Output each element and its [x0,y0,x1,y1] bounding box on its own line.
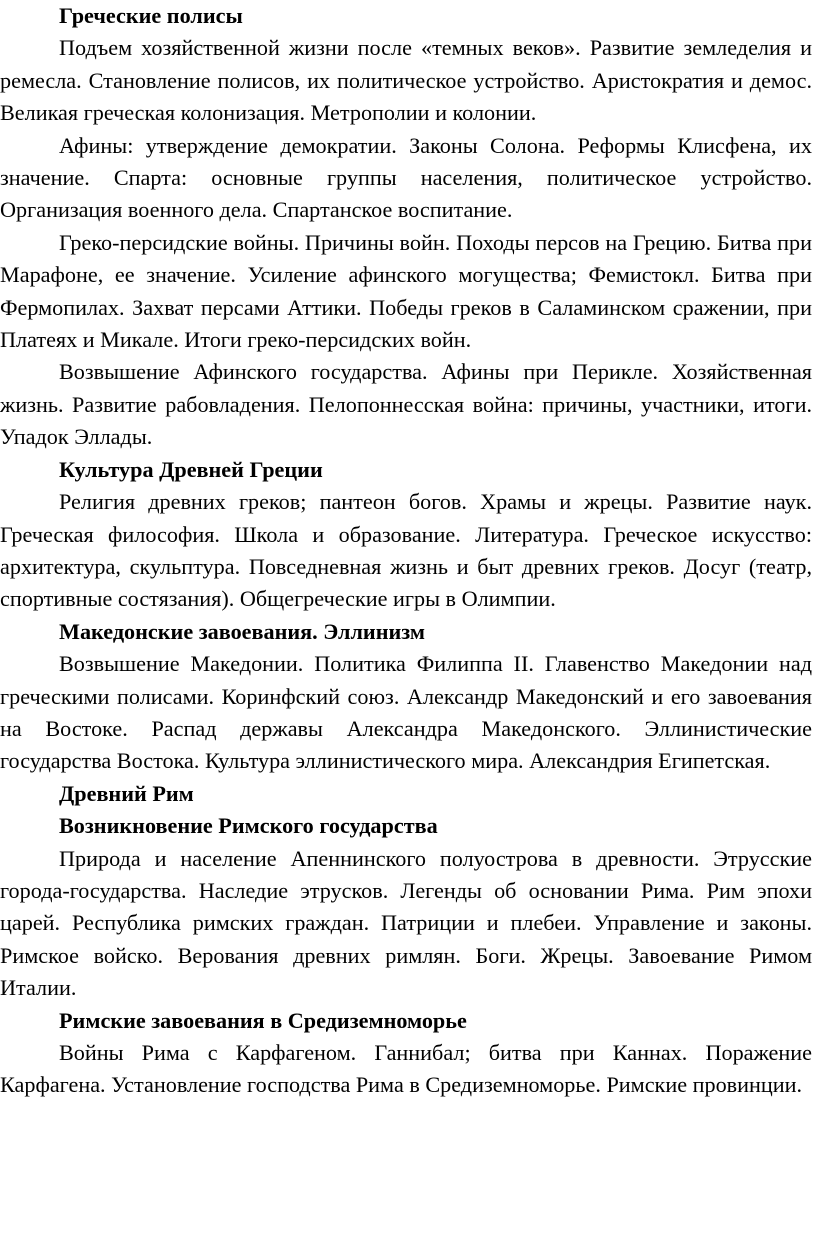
section-heading: Культура Древней Греции [59,456,323,482]
section-heading: Греческие полисы [59,3,243,28]
paragraph: Подъем хозяйственной жизни после «темных веков». Развитие земледелия и ремесла. Становление полисов, их политическое устройство. Аристократия и демос. Великая греческая колонизация. Метрополии и колонии. [0,35,812,126]
section-macedonian-conquests [0,616,812,778]
section-heading: Древний Рим [59,780,194,806]
paragraph: Возвышение Афинского государства. Афины при Перикле. Хозяйственная жизнь. Развитие рабовладения. Пелопоннесская война: причины, участники, итоги. Упадок Эллады. [0,359,812,450]
section-heading: Римские завоевания в Средиземноморье [59,1007,467,1033]
section-heading: Македонские завоевания. Эллинизм [59,618,425,644]
paragraph: Природа и население Апеннинского полуострова в древности. Этрусские города-государства. Наследие этрусков. Легенды об основании Рима. Рим эпохи царей. Республика римских граждан. Патриции и плебеи. Управление и законы. Римское войско. Верования древних римлян. Боги. Жрецы. Завоевание Римом Италии. [0,845,812,1001]
section-heading: Возникновение Римского государства [59,813,438,839]
paragraph: Войны Рима с Карфагеном. Ганнибал; битва при Каннах. Поражение Карфагена. Установление господства Рима в Средиземноморье. Римские провинции. [0,1040,812,1098]
paragraph: Афины: утверждение демократии. Законы Солона. Реформы Клисфена, их значение. Спарта: основные группы населения, политическое устройство. Организация военного дела. Спартанское воспитание. [0,132,812,223]
section-roman-conquests [0,1005,812,1102]
paragraph: Возвышение Македонии. Политика Филиппа II. Главенство Македонии над греческими полисами. Коринфский союз. Александр Македонский и его завоевания на Востоке. Распад державы Александра Македонского. Эллинистические государства Востока. Культура эллинистического мира. Александрия Египетская. [0,651,812,774]
section-roman-state-origin [0,810,812,1004]
paragraph: Греко-персидские войны. Причины войн. Походы персов на Грецию. Битва при Марафоне, ее значение. Усиление афинского могущества; Фемистокл. Битва при Фермопилах. Захват персами Аттики. Победы греков в Саламинском сражении, при Платеях и Микале. Итоги греко-персидских войн. [0,229,812,353]
section-greek-culture [0,454,812,616]
paragraph: Религия древних греков; пантеон богов. Храмы и жрецы. Развитие наук. Греческая философия. Школа и образование. Литература. Греческое искусство: архитектура, скульптура. Повседневная жизнь и быт древних греков. Досуг (театр, спортивные состязания). Общегреческие игры в Олимпии. [0,489,812,612]
section-greek-poleis [0,0,812,454]
section-ancient-rome [0,778,812,810]
